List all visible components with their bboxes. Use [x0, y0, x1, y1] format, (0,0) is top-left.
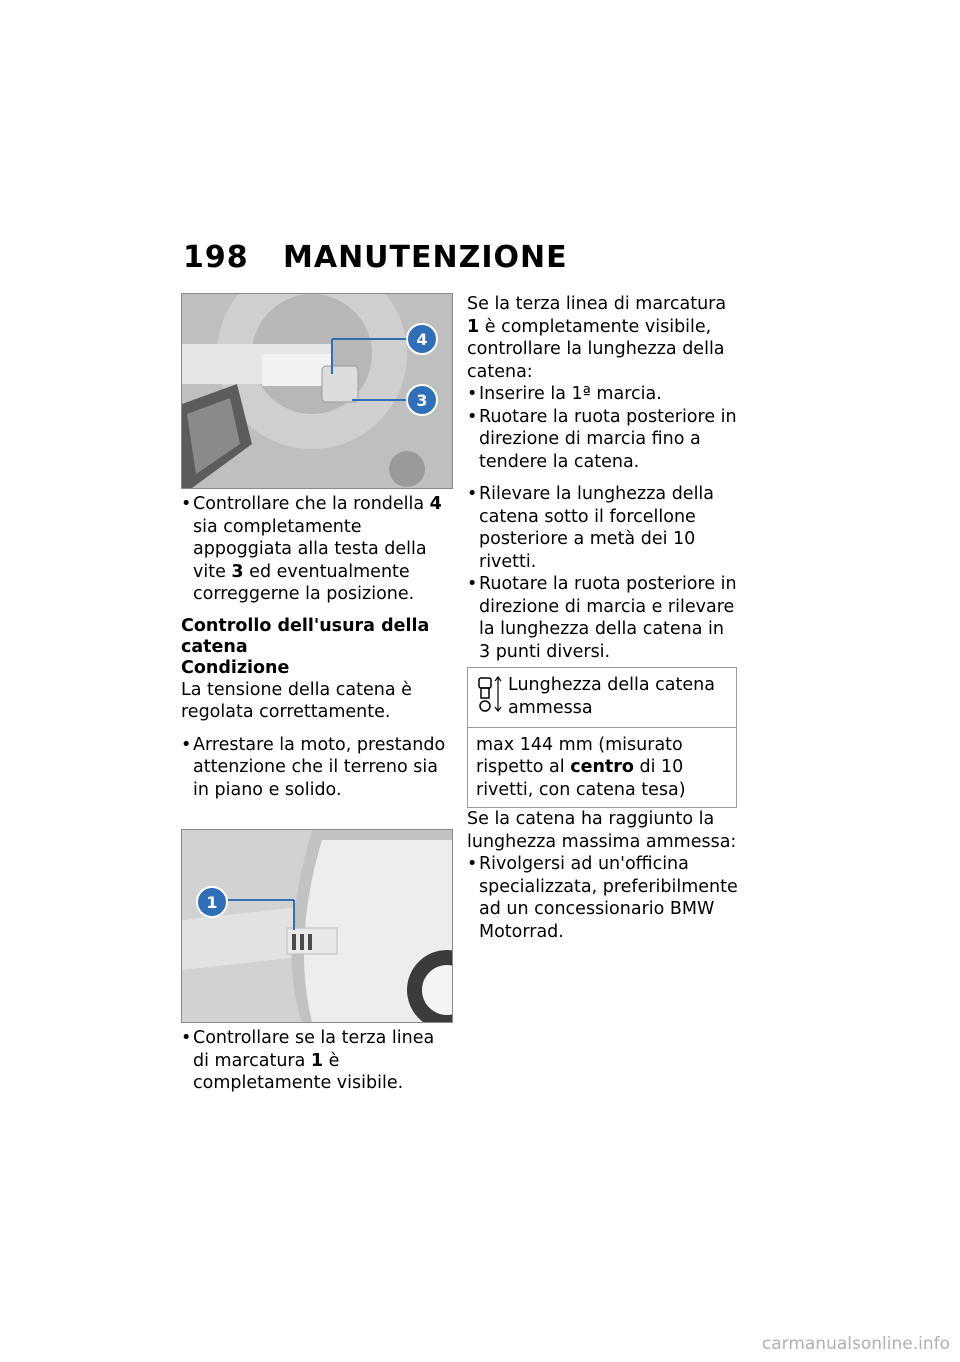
chain-length-steps: [467, 383, 739, 663]
callout-1-label: 1: [206, 893, 218, 912]
workshop-list: [467, 853, 739, 943]
washer-check-list: [181, 493, 453, 606]
list-item: • Arrestare la moto, prestando attenzione che il terreno sia in piano e solido.: [181, 734, 453, 802]
spec-value: max 144 mm (misurato rispetto al centro di 10 rivetti, con catena tesa): [476, 734, 686, 800]
list-item: • Controllare se la terza linea di marcatura 1 è completamente visibile.: [181, 1027, 453, 1095]
spec-title: Lunghezza della catena ammessa: [508, 675, 715, 718]
chain-length-icon: [476, 674, 508, 721]
washer-screw-illustration: [182, 294, 452, 488]
right-column: [467, 293, 739, 943]
list-item: • Ruotare la ruota posteriore in direzione di marcia fino a tendere la catena.: [467, 406, 739, 474]
stop-bike-list: [181, 734, 453, 802]
list-item: • Ruotare la ruota posteriore in direzione di marcia e rilevare la lunghezza della catena in 3 punti diversi.: [467, 573, 739, 663]
marking-check-list: [181, 1027, 453, 1095]
intro-text: Se la terza linea di marcatura 1 è completamente visibile, controllare la lunghezza della catena:: [467, 294, 727, 382]
left-column: [181, 293, 453, 1095]
spec-header: [468, 668, 736, 728]
list-item: • Controllare che la rondella 4 sia completamente appoggiata alla testa della vite 3 ed eventualmente correggerne la posizione.: [181, 493, 453, 606]
spec-table: [467, 667, 737, 808]
list-item: • Rivolgersi ad un'officina specializzata, preferibilmente ad un concessionario BMW Motorrad.: [467, 853, 739, 943]
max-length-text: Se la catena ha raggiunto la lunghezza massima ammessa:: [467, 809, 737, 852]
callout-4-label: 4: [416, 330, 428, 349]
watermark: carmanualsonline.info: [761, 1334, 950, 1354]
chain-wear-heading: Controllo dell'usura della catena: [181, 615, 430, 657]
callout-3-label: 3: [416, 391, 428, 410]
page-number: 198: [183, 240, 249, 275]
condition-heading: Condizione: [181, 657, 290, 678]
condition-text: La tensione della catena è regolata correttamente.: [181, 679, 412, 722]
marking-lines-photo: [181, 829, 453, 1023]
list-item: • Inserire la 1ª marcia.: [467, 383, 739, 406]
section-title: MANUTENZIONE: [283, 240, 568, 275]
list-item: • Rilevare la lunghezza della catena sotto il forcellone posteriore a metà dei 10 rivetti.: [467, 483, 739, 573]
marking-lines-illustration: [182, 830, 452, 1022]
washer-screw-photo: [181, 293, 453, 489]
